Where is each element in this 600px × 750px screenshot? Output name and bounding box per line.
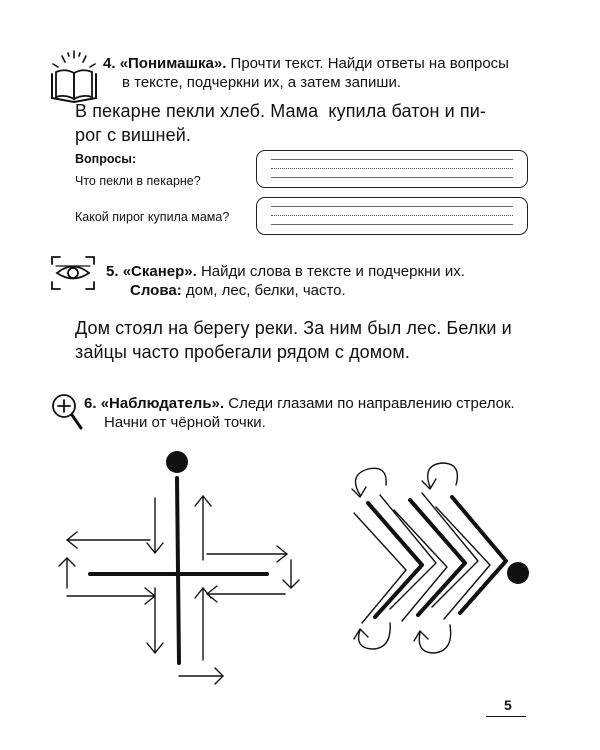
task6-title: «Наблюдатель». bbox=[100, 395, 225, 412]
answer-line bbox=[271, 206, 513, 207]
chevron-arrows-figure bbox=[330, 455, 540, 675]
task5-number: 5. bbox=[106, 263, 119, 280]
answer-line bbox=[271, 177, 513, 178]
task5-text-line1: Дом стоял на берегу реки. За ним был лес. Белки и bbox=[75, 318, 512, 338]
page-number: 5 bbox=[504, 697, 512, 713]
task4-instruction-line2: в тексте, подчеркни их, а затем запиши. bbox=[122, 74, 402, 91]
task5-words-label: Слова: bbox=[130, 282, 182, 299]
magnifier-plus-icon bbox=[50, 392, 84, 432]
task6-instruction-line2: Начни от чёрной точки. bbox=[104, 414, 266, 431]
question-2: Какой пирог купила мама? bbox=[75, 210, 230, 224]
cross-arrows-figure bbox=[55, 448, 305, 693]
answer-line bbox=[271, 159, 513, 160]
start-dot bbox=[507, 562, 529, 584]
task5-heading bbox=[106, 262, 566, 281]
task6-heading bbox=[84, 394, 564, 413]
task4-heading bbox=[103, 54, 563, 73]
answer-dotted-line bbox=[271, 168, 513, 169]
task4-number: 4. bbox=[103, 55, 116, 72]
eye-scan-icon bbox=[48, 254, 98, 292]
task4-text-line2: рог с вишней. bbox=[75, 125, 191, 145]
answer-box-2[interactable] bbox=[256, 197, 528, 235]
start-dot bbox=[166, 451, 188, 473]
task5-title: «Сканер». bbox=[122, 263, 197, 280]
page-number-underline bbox=[486, 716, 526, 717]
open-book-icon bbox=[46, 48, 102, 106]
task4-text-line1: В пекарне пекли хлеб. Мама купила батон и пи- bbox=[75, 101, 486, 121]
task6-number: 6. bbox=[84, 395, 97, 412]
task6-instruction-line1: Следи глазами по направлению стрелок. bbox=[228, 395, 515, 412]
answer-dotted-line bbox=[271, 215, 513, 216]
task5-instruction: Найди слова в тексте и подчеркни их. bbox=[200, 263, 465, 280]
task5-words-row bbox=[130, 281, 346, 300]
answer-line bbox=[271, 224, 513, 225]
questions-heading: Вопросы: bbox=[75, 152, 137, 166]
answer-box-1[interactable] bbox=[256, 150, 528, 188]
task4-instruction-line1: Прочти текст. Найди ответы на вопросы bbox=[230, 55, 509, 72]
question-1: Что пекли в пекарне? bbox=[75, 174, 201, 188]
task4-title: «Понимашка». bbox=[119, 55, 227, 72]
task5-text-line2: зайцы часто пробегали рядом с домом. bbox=[75, 342, 410, 362]
task5-words: дом, лес, белки, часто. bbox=[185, 282, 346, 299]
